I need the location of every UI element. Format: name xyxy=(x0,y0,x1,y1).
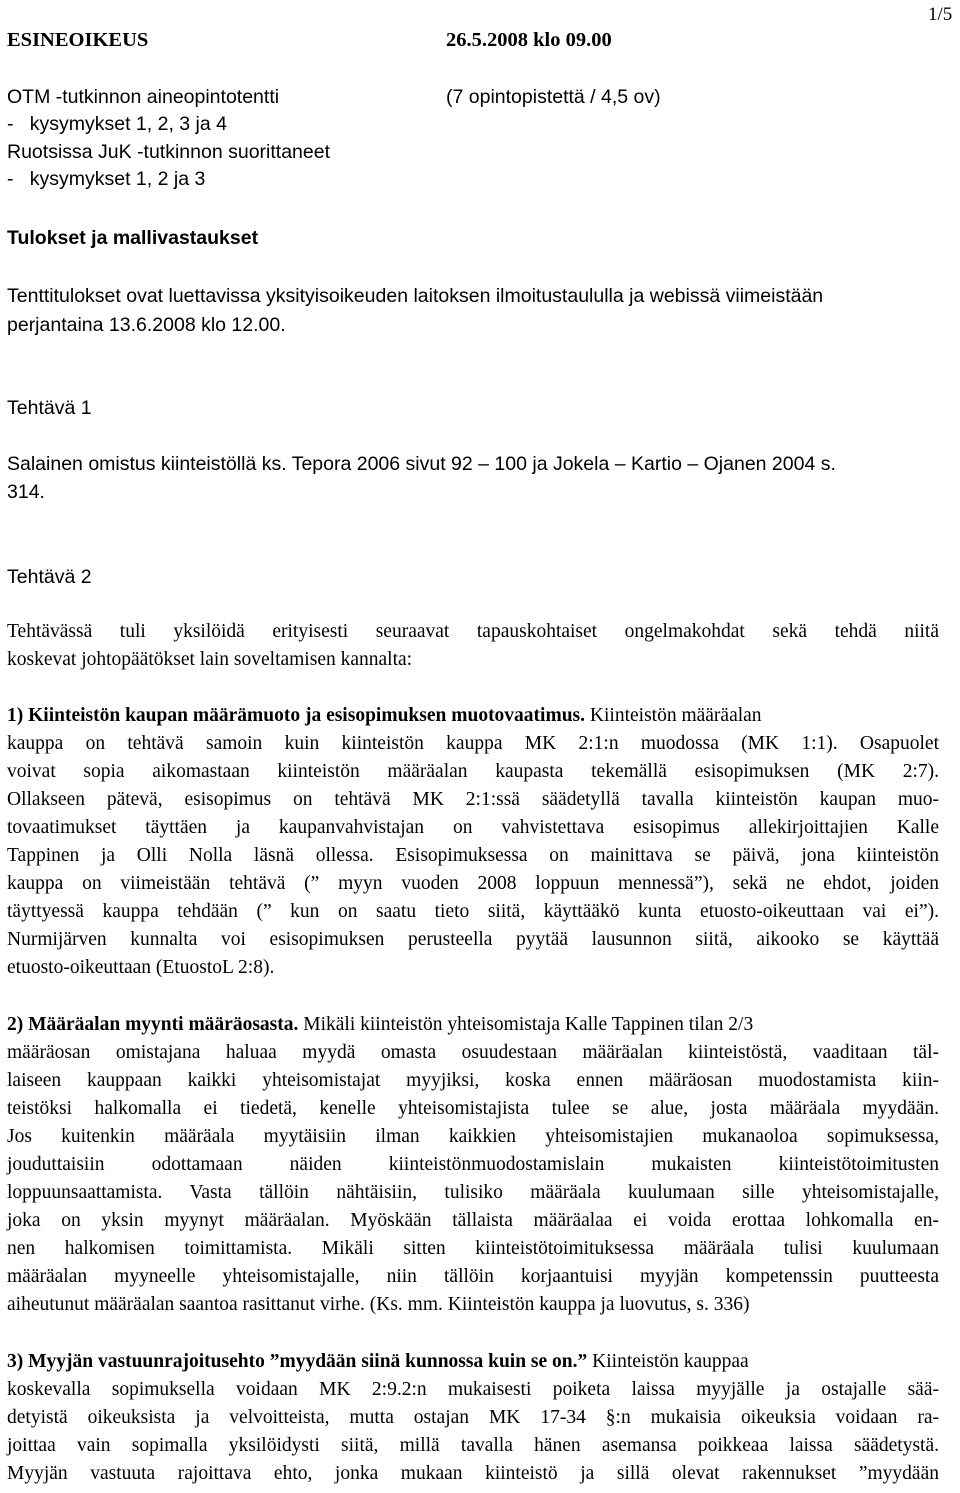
point3-line: joittaa vain sopimalla yksilöidysti siitä, millä tavalla hänen asemansa poikkeaa laissa säädetystä. xyxy=(7,1435,939,1456)
questions-a: - kysymykset 1, 2, 3 ja 4 xyxy=(7,113,227,135)
point2-line: loppuunsaattamista. Vasta tällöin nähtäisiin, tulisiko määräala kuulumaan sille yhteisomistajalle, xyxy=(7,1182,939,1203)
point1-line: kauppa on viimeistään tehtävä (” myyn vuoden 2008 loppuun mennessä”), sekä ne ehdot, joiden xyxy=(7,873,939,894)
exam-date: 26.5.2008 klo 09.00 xyxy=(446,29,612,51)
point1-first-line xyxy=(7,704,762,728)
results-heading: Tulokset ja mallivastaukset xyxy=(7,227,259,249)
point3-line: Myyjän vastuuta rajoittava ehto, jonka mukaan kiinteistö ja sillä olevat rakennukset ”myydään xyxy=(7,1463,939,1484)
point2-line: määräosan omistajana haluaa myydä omasta osuudestaan määräalan kiinteistöstä, vaaditaan täl- xyxy=(7,1042,939,1063)
point1-line: Ollakseen pätevä, esisopimus on tehtävä MK 2:1:ssä säädetyllä tavalla kiinteistön kaupan muo- xyxy=(7,789,939,810)
task1-line: 314. xyxy=(7,481,45,503)
point1-title: 1) Kiinteistön kaupan määrämuoto ja esisopimuksen muotovaatimus. xyxy=(7,705,586,726)
task2-intro-line: Tehtävässä tuli yksilöidä erityisesti seuraavat tapauskohtaiset ongelmakohdat sekä tehdä niitä xyxy=(7,621,939,642)
point2-line: Jos kuitenkin määräala myytäisiin ilman kaikkien yhteisomistajien mukanaoloa sopimuksessa, xyxy=(7,1126,939,1147)
point3-title: 3) Myyjän vastuunrajoitusehto ”myydään siinä kunnossa kuin se on.” xyxy=(7,1351,588,1372)
results-line: Tenttitulokset ovat luettavissa yksityisoikeuden laitoksen ilmoitustaululla ja webissä viimeistään xyxy=(7,285,824,307)
point1-line: kauppa on tehtävä samoin kuin kiinteistön kauppa MK 2:1:n muodossa (MK 1:1). Osapuolet xyxy=(7,733,939,754)
point2-line: nen halkomisen toimittamista. Mikäli sitten kiinteistötoimituksessa määräala tulisi kuulumaan xyxy=(7,1238,939,1259)
point1-line: Tappinen ja Olli Nolla läsnä ollessa. Esisopimuksessa on mainittava se päivä, jona kiinteistön xyxy=(7,845,939,866)
page-number: 1/5 xyxy=(928,4,953,25)
point1-line: etuosto-oikeuttaan (EtuostoL 2:8). xyxy=(7,957,275,978)
point2-line: määräalan myyneelle yhteisomistajalle, niin tällöin korjaantuisi myyjän kompetenssin puutteesta xyxy=(7,1266,939,1287)
ruotsi-line: Ruotsissa JuK -tutkinnon suorittaneet xyxy=(7,141,331,163)
task1-line: Salainen omistus kiinteistöllä ks. Tepora 2006 sivut 92 – 100 ja Jokela – Kartio – Ojanen 2004 s. xyxy=(7,453,836,475)
point1-first-text: Kiinteistön määräalan xyxy=(585,705,762,726)
point1-line: täyttyessä kauppa tehdään (” kun on saatu tieto siitä, käyttääkö kunta etuosto-oikeuttaan vai ei”). xyxy=(7,901,939,922)
point3-line: detyistä oikeuksista ja velvoitteista, mutta ostajan MK 17-34 §:n mukaisia oikeuksia voidaan ra- xyxy=(7,1407,939,1428)
point2-line: laiseen kauppaan kaikki yhteisomistajat myyjiksi, koska ennen määräosan muodostamista kiin- xyxy=(7,1070,939,1091)
point2-line: jouduttaisiin odottamaan näiden kiinteistönmuodostamislain mukaisten kiinteistötoimitusten xyxy=(7,1154,939,1175)
point2-title: 2) Määräalan myynti määräosasta. xyxy=(7,1014,299,1035)
point2-line: joka on yksin myynyt määräalan. Myöskään tällaista määräalaa ei voida erottaa lohkomalla en- xyxy=(7,1210,939,1231)
exam-line: OTM -tutkinnon aineopintotentti xyxy=(7,86,280,108)
point1-line: tovaatimukset täyttäen ja kaupanvahvistajan on vahvistettava esisopimus allekirjoittajien Kalle xyxy=(7,817,939,838)
point2-line: aiheutunut määräalan saantoa rasittanut virhe. (Ks. mm. Kiinteistön kauppa ja luovutus, s. 336) xyxy=(7,1294,750,1315)
point1-line: Nurmijärven kunnalta voi esisopimuksen perusteella pyytää lausunnon siitä, aikooko se käyttää xyxy=(7,929,939,950)
point1-line: voivat sopia aikomastaan kiinteistön määräalan kaupasta tekemällä esisopimuksen (MK 2:7). xyxy=(7,761,939,782)
point2-line: teistöksi halkomalla ei tiedetä, kenelle yhteisomistajista tulee se alue, josta määräala myydään. xyxy=(7,1098,939,1119)
course-title: ESINEOIKEUS xyxy=(7,29,149,51)
point3-first-line xyxy=(7,1350,749,1374)
questions-b: - kysymykset 1, 2 ja 3 xyxy=(7,168,206,190)
task2-heading: Tehtävä 2 xyxy=(7,566,92,588)
credits: (7 opintopistettä / 4,5 ov) xyxy=(446,86,661,108)
point3-line: koskevalla sopimuksella voidaan MK 2:9.2:n mukaisesti poiketa laissa myyjälle ja ostajalle sää- xyxy=(7,1379,939,1400)
task2-intro-line: koskevat johtopäätökset lain soveltamisen kannalta: xyxy=(7,649,413,670)
task1-heading: Tehtävä 1 xyxy=(7,397,92,419)
point3-first-text: Kiinteistön kauppaa xyxy=(587,1351,749,1372)
point2-first-line xyxy=(7,1013,753,1037)
point2-first-text: Mikäli kiinteistön yhteisomistaja Kalle Tappinen tilan 2/3 xyxy=(298,1014,754,1035)
results-line: perjantaina 13.6.2008 klo 12.00. xyxy=(7,314,286,336)
